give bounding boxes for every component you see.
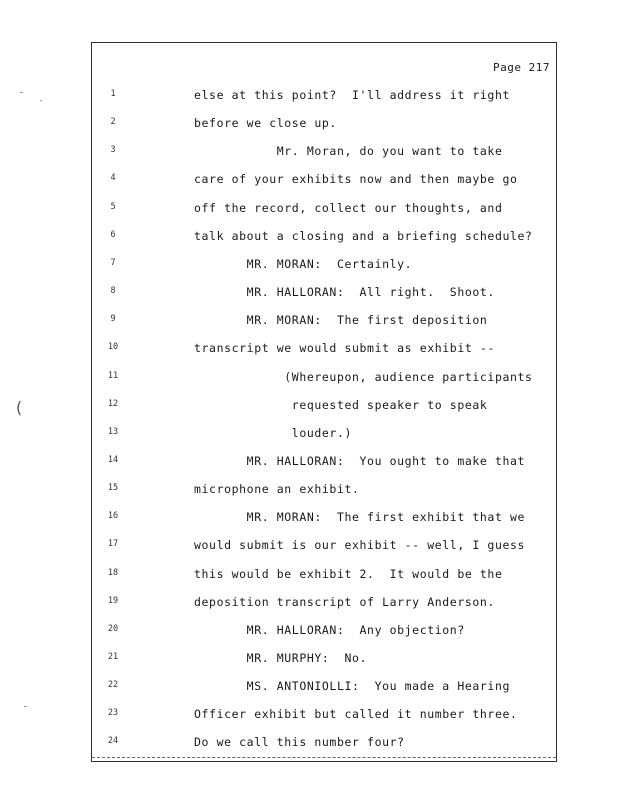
transcript-line: [92, 454, 556, 472]
transcript-line: [92, 510, 556, 528]
transcript-line: [92, 116, 556, 134]
transcript-line: [92, 285, 556, 303]
transcript-line: [92, 88, 556, 106]
line-number: 17: [107, 539, 119, 550]
line-number: 7: [110, 257, 116, 268]
transcript-line: [92, 707, 556, 725]
line-number: 22: [107, 680, 119, 691]
transcript-page: [91, 42, 557, 762]
transcript-line: [92, 313, 556, 331]
transcript-line: [92, 482, 556, 500]
line-number: 8: [110, 286, 116, 297]
line-number: 23: [107, 708, 119, 719]
line-number: 18: [107, 567, 119, 578]
line-text: deposition transcript of Larry Anderson.: [194, 594, 495, 609]
line-number: 21: [107, 652, 119, 662]
transcript-line: [92, 651, 556, 669]
transcript-line: [92, 229, 556, 247]
transcript-line: [92, 538, 556, 556]
line-text: transcript we would submit as exhibit --: [194, 341, 495, 356]
line-text: Mr. Moran, do you want to take: [194, 144, 503, 159]
transcript-line: [92, 679, 556, 697]
transcript-line: [92, 370, 556, 388]
line-number: 3: [110, 145, 116, 156]
transcript-lines: [92, 43, 556, 761]
line-text: before we close up.: [194, 116, 337, 131]
margin-speck: [40, 100, 42, 101]
line-text: MS. ANTONIOLLI: You made a Hearing: [194, 679, 510, 694]
line-number: 24: [107, 736, 119, 747]
page-number: Page 217: [493, 61, 550, 74]
transcript-line: [92, 144, 556, 162]
transcript-line: [92, 172, 556, 190]
line-text: MR. MORAN: The first exhibit that we: [194, 510, 526, 525]
line-number: 20: [107, 623, 119, 634]
line-text: off the record, collect our thoughts, and: [194, 200, 503, 215]
line-text: else at this point? I'll address it right: [194, 88, 510, 102]
line-text: care of your exhibits now and then maybe go: [194, 172, 518, 187]
transcript-line: [92, 201, 556, 219]
transcript-line: [92, 426, 556, 444]
transcript-line: [92, 567, 556, 585]
margin-speck: [24, 706, 27, 707]
line-number: 12: [107, 398, 119, 409]
line-text: MR. HALLORAN: Any objection?: [194, 622, 465, 637]
line-number: 5: [110, 201, 116, 212]
line-text: MR. MORAN: The first deposition: [194, 313, 488, 328]
line-number: 13: [107, 426, 119, 437]
line-text: would submit is our exhibit -- well, I guess: [194, 538, 526, 553]
line-text: talk about a closing and a briefing schedule?: [194, 228, 533, 243]
line-number: 4: [110, 173, 116, 184]
line-text: MR. HALLORAN: All right. Shoot.: [194, 285, 495, 300]
line-number: 9: [110, 314, 116, 325]
line-text: MR. MORAN: Certainly.: [194, 256, 413, 271]
transcript-line: [92, 623, 556, 641]
line-number: 11: [107, 370, 119, 381]
line-number: 16: [107, 511, 119, 522]
transcript-line: [92, 341, 556, 359]
transcript-line: [92, 735, 556, 753]
transcript-line: [92, 398, 556, 416]
line-number: 10: [107, 342, 119, 353]
line-text: (Whereupon, audience participants: [194, 369, 533, 384]
margin-speck: [20, 92, 23, 93]
line-text: MR. HALLORAN: You ought to make that: [194, 453, 526, 468]
transcript-line: [92, 595, 556, 613]
line-text: MR. MURPHY: No.: [194, 651, 368, 665]
margin-mark: (: [14, 398, 24, 417]
line-number: 14: [107, 454, 119, 465]
line-text: microphone an exhibit.: [194, 482, 360, 497]
line-number: 6: [110, 229, 116, 240]
transcript-line: [92, 257, 556, 275]
line-text: Do we call this number four?: [194, 735, 405, 750]
line-text: Officer exhibit but called it number three.: [194, 707, 518, 722]
line-number: 1: [110, 89, 116, 99]
line-text: louder.): [194, 425, 352, 440]
line-text: this would be exhibit 2. It would be the: [194, 566, 503, 581]
line-text: requested speaker to speak: [194, 397, 488, 412]
line-number: 15: [107, 483, 119, 494]
line-number: 19: [107, 595, 119, 606]
line-number: 2: [110, 117, 116, 128]
